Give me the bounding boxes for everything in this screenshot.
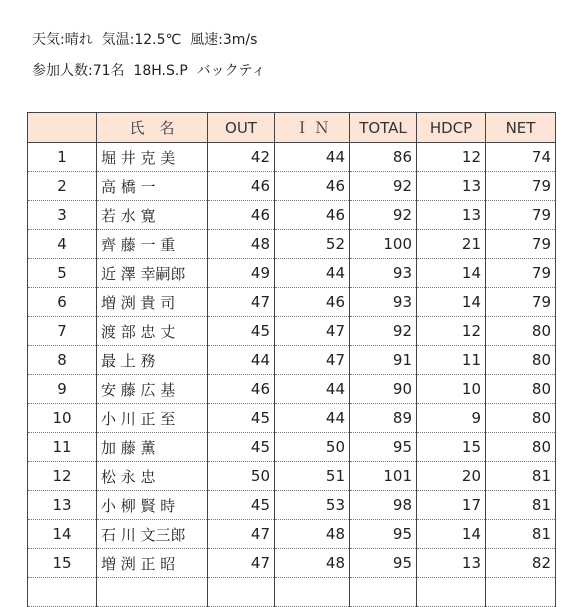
hdcp-cell: 12: [417, 143, 486, 172]
hdcp-cell: 14: [417, 259, 486, 288]
out-cell: 47: [208, 288, 275, 317]
table-row: [28, 230, 556, 259]
out-cell: 49: [208, 259, 275, 288]
header-total: TOTAL: [350, 113, 417, 143]
name-cell: 小 柳 賢 時: [97, 491, 208, 520]
out-cell: [208, 578, 275, 607]
rank-cell: [28, 578, 97, 607]
rank-cell: 7: [28, 317, 97, 346]
hdcp-cell: 11: [417, 346, 486, 375]
total-cell: 98: [350, 491, 417, 520]
rank-cell: 12: [28, 462, 97, 491]
total-cell: 100: [350, 230, 417, 259]
in-cell: 47: [275, 317, 350, 346]
hdcp-cell: 14: [417, 520, 486, 549]
results-table: [27, 112, 556, 607]
hdcp-cell: 10: [417, 375, 486, 404]
in-cell: 52: [275, 230, 350, 259]
rank-cell: 5: [28, 259, 97, 288]
rank-cell: 4: [28, 230, 97, 259]
name-cell: 小 川 正 至: [97, 404, 208, 433]
table-row: [28, 404, 556, 433]
table-row: [28, 259, 556, 288]
table-row: [28, 549, 556, 578]
out-cell: 45: [208, 404, 275, 433]
in-cell: 44: [275, 404, 350, 433]
name-cell: 増 渕 正 昭: [97, 549, 208, 578]
out-cell: 45: [208, 491, 275, 520]
header-rank: [28, 113, 97, 143]
in-cell: 48: [275, 549, 350, 578]
total-cell: 95: [350, 549, 417, 578]
out-cell: 45: [208, 317, 275, 346]
out-cell: 42: [208, 143, 275, 172]
rank-cell: 2: [28, 172, 97, 201]
table-row: [28, 172, 556, 201]
in-cell: 48: [275, 520, 350, 549]
hdcp-cell: 20: [417, 462, 486, 491]
hdcp-cell: 17: [417, 491, 486, 520]
total-cell: 92: [350, 172, 417, 201]
rank-cell: 14: [28, 520, 97, 549]
net-cell: 81: [486, 462, 556, 491]
table-row: [28, 375, 556, 404]
out-cell: 45: [208, 433, 275, 462]
table-row: [28, 462, 556, 491]
total-cell: 95: [350, 433, 417, 462]
in-cell: [275, 578, 350, 607]
net-cell: 81: [486, 491, 556, 520]
in-cell: 44: [275, 259, 350, 288]
header-row: [28, 113, 556, 143]
name-cell: 加 藤 薫: [97, 433, 208, 462]
name-cell: 最 上 務: [97, 346, 208, 375]
table-row: [28, 288, 556, 317]
table-row: [28, 578, 556, 607]
total-cell: 90: [350, 375, 417, 404]
net-cell: 79: [486, 288, 556, 317]
in-cell: 46: [275, 172, 350, 201]
hdcp-cell: 15: [417, 433, 486, 462]
table-row: [28, 317, 556, 346]
header-in: Ｉ Ｎ: [275, 113, 350, 143]
in-cell: 53: [275, 491, 350, 520]
name-cell: 若 水 寛: [97, 201, 208, 230]
net-cell: 74: [486, 143, 556, 172]
net-cell: 79: [486, 230, 556, 259]
total-cell: 89: [350, 404, 417, 433]
net-cell: 80: [486, 346, 556, 375]
name-cell: [97, 578, 208, 607]
net-cell: 80: [486, 404, 556, 433]
in-cell: 51: [275, 462, 350, 491]
net-cell: 79: [486, 259, 556, 288]
name-cell: 近 澤 幸嗣郎: [97, 259, 208, 288]
net-cell: 79: [486, 201, 556, 230]
header-hdcp: HDCP: [417, 113, 486, 143]
hdcp-cell: 13: [417, 549, 486, 578]
out-cell: 46: [208, 375, 275, 404]
header-out: OUT: [208, 113, 275, 143]
table-row: [28, 143, 556, 172]
out-cell: 44: [208, 346, 275, 375]
hdcp-cell: 12: [417, 317, 486, 346]
rank-cell: 15: [28, 549, 97, 578]
header-name: 氏 名: [97, 113, 208, 143]
rank-cell: 10: [28, 404, 97, 433]
hdcp-cell: [417, 578, 486, 607]
total-cell: 101: [350, 462, 417, 491]
out-cell: 48: [208, 230, 275, 259]
out-cell: 47: [208, 520, 275, 549]
name-cell: 堀 井 克 美: [97, 143, 208, 172]
net-cell: 82: [486, 549, 556, 578]
participant-info: 参加人数:71名 18H.S.P バックティ: [32, 63, 266, 79]
net-cell: 79: [486, 172, 556, 201]
rank-cell: 11: [28, 433, 97, 462]
rank-cell: 3: [28, 201, 97, 230]
name-cell: 増 渕 貴 司: [97, 288, 208, 317]
out-cell: 46: [208, 172, 275, 201]
name-cell: 松 永 忠: [97, 462, 208, 491]
hdcp-cell: 13: [417, 201, 486, 230]
hdcp-cell: 14: [417, 288, 486, 317]
net-cell: 80: [486, 317, 556, 346]
weather-info: 天気:晴れ 気温:12.5℃ 風速:3m/s: [32, 32, 258, 48]
total-cell: 92: [350, 317, 417, 346]
total-cell: 86: [350, 143, 417, 172]
name-cell: 齊 藤 一 重: [97, 230, 208, 259]
table-row: [28, 491, 556, 520]
total-cell: 92: [350, 201, 417, 230]
name-cell: 渡 部 忠 丈: [97, 317, 208, 346]
rank-cell: 8: [28, 346, 97, 375]
net-cell: 81: [486, 520, 556, 549]
in-cell: 44: [275, 143, 350, 172]
name-cell: 安 藤 広 基: [97, 375, 208, 404]
in-cell: 46: [275, 288, 350, 317]
net-cell: 80: [486, 375, 556, 404]
hdcp-cell: 9: [417, 404, 486, 433]
out-cell: 50: [208, 462, 275, 491]
in-cell: 47: [275, 346, 350, 375]
rank-cell: 1: [28, 143, 97, 172]
total-cell: [350, 578, 417, 607]
header-net: NET: [486, 113, 556, 143]
table-row: [28, 346, 556, 375]
total-cell: 93: [350, 259, 417, 288]
total-cell: 95: [350, 520, 417, 549]
table-row: [28, 201, 556, 230]
in-cell: 44: [275, 375, 350, 404]
rank-cell: 6: [28, 288, 97, 317]
out-cell: 46: [208, 201, 275, 230]
hdcp-cell: 13: [417, 172, 486, 201]
rank-cell: 9: [28, 375, 97, 404]
rank-cell: 13: [28, 491, 97, 520]
out-cell: 47: [208, 549, 275, 578]
table-row: [28, 433, 556, 462]
total-cell: 91: [350, 346, 417, 375]
name-cell: 石 川 文三郎: [97, 520, 208, 549]
net-cell: [486, 578, 556, 607]
total-cell: 93: [350, 288, 417, 317]
in-cell: 50: [275, 433, 350, 462]
net-cell: 80: [486, 433, 556, 462]
name-cell: 高 橋 一: [97, 172, 208, 201]
in-cell: 46: [275, 201, 350, 230]
hdcp-cell: 21: [417, 230, 486, 259]
table-row: [28, 520, 556, 549]
